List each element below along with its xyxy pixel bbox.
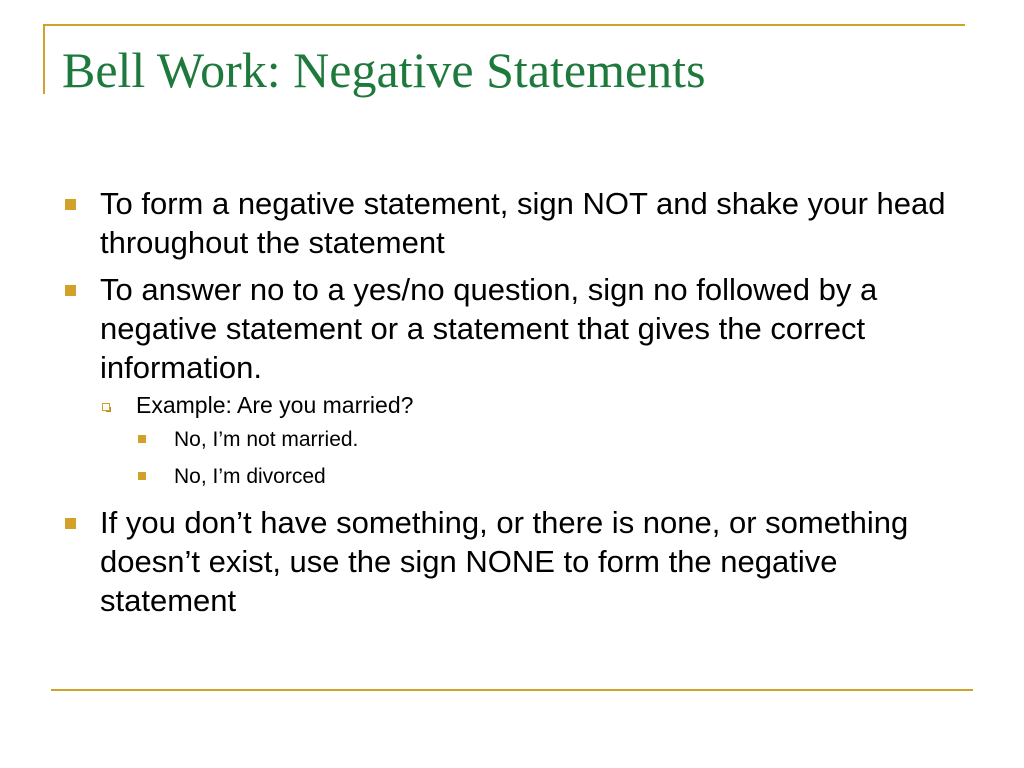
bottom-rule (51, 689, 973, 691)
bullet-item (62, 270, 962, 495)
bullet-text: To answer no to a yes/no question, sign no followed by a negative statement or a statement that gives the correct information. (100, 272, 878, 385)
sub-sub-bullet-text: No, I’m divorced (174, 465, 326, 488)
bullet-item (62, 503, 962, 620)
bullet-text: If you don’t have something, or there is none, or something doesn’t exist, use the sign NONE to form the negative statement (100, 505, 909, 618)
slide-body (62, 184, 962, 628)
top-rule (43, 24, 965, 26)
sub-bullet-text: Example: Are you married? (136, 392, 414, 418)
sub-bullet-list (100, 389, 962, 495)
small-square-bullet-icon (138, 435, 146, 443)
slide-title: Bell Work: Negative Statements (62, 42, 706, 98)
sub-sub-bullet-text: No, I’m not married. (174, 428, 359, 451)
square-bullet-icon (65, 518, 76, 529)
bullet-text: To form a negative statement, sign NOT and shake your head throughout the statement (100, 186, 946, 260)
small-square-bullet-icon (138, 472, 146, 480)
sub-sub-bullet-item (136, 458, 962, 495)
sub-sub-bullet-item (136, 421, 962, 458)
hollow-square-bullet-icon (102, 403, 110, 411)
bullet-list (62, 184, 962, 620)
square-bullet-icon (65, 285, 76, 296)
square-bullet-icon (65, 199, 76, 210)
bullet-item (62, 184, 962, 262)
left-rule (43, 24, 45, 94)
sub-sub-bullet-list (136, 421, 962, 495)
sub-bullet-item (100, 389, 962, 495)
